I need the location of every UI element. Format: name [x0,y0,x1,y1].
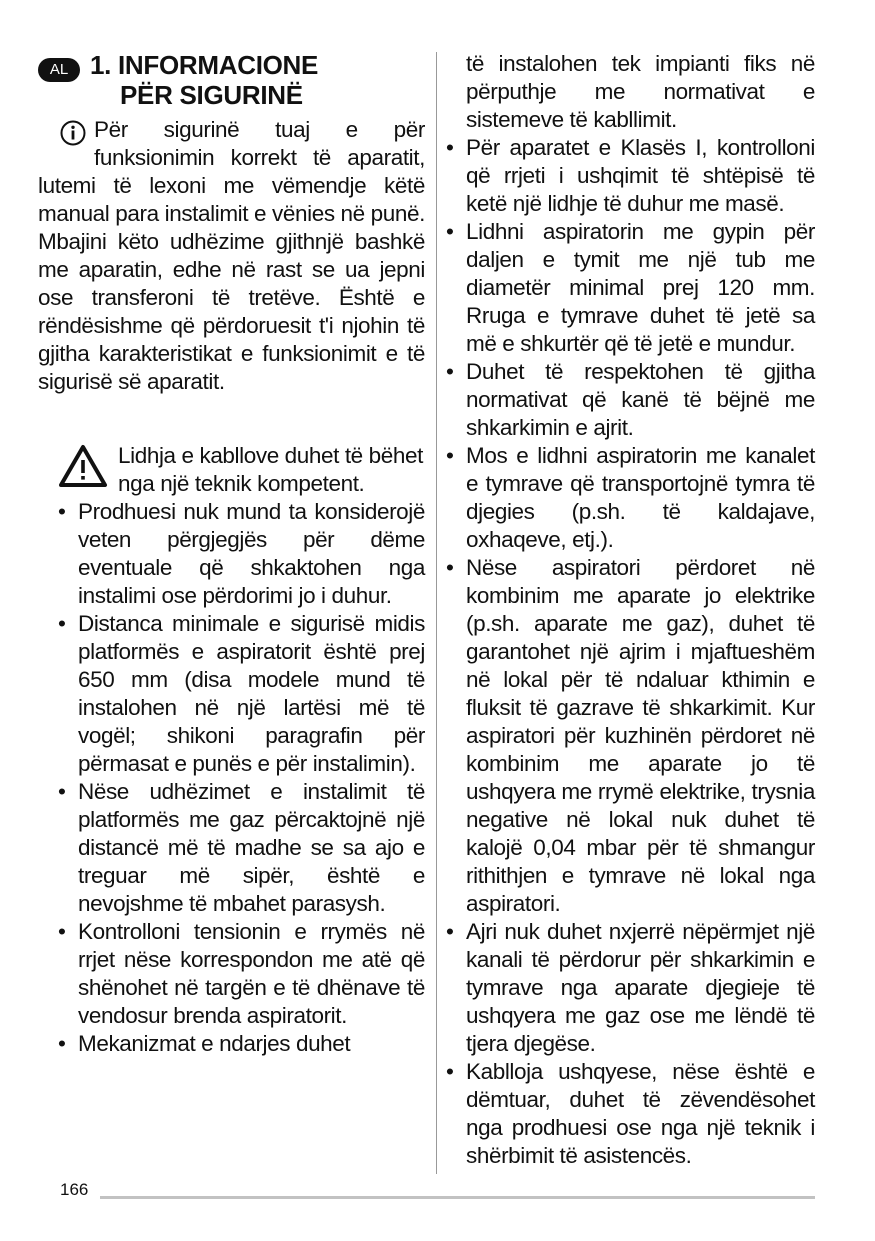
continued-text: të instalohen tek impianti fiks në përputhje me normativat e sistemeve të kabllimit. [466,51,815,132]
list-item: • Lidhni aspiratorin me gypin për daljen e tymit me një tub me diametër minimal prej 120 mm. Rruga e tymrave duhet të jetë sa më e shkurtër që të jetë e mundur. [446,218,815,358]
right-column [446,50,815,1170]
list-item: • Për aparatet e Klasës I, kontrolloni që rrjeti i ushqimit të shtëpisë të ketë një lidhje të duhur me masë. [446,134,815,218]
list-item: • Nëse aspiratori përdoret në kombinim me aparate jo elektrike (p.sh. aparate me gaz), duhet të garantohet një ajrim i mjaftueshëm në lokal për të ndaluar kthimin e fluksit të gazrave të shkarkimit. Kur aspiratori për kuzhinën përdoret në kombinim me aparate jo të ushqyera me rrymë elektrike, trysnia negative në lokal nuk duhet të kalojë 0,04 mbar për të shmangur rithithjen e tymrave në lokal nga aspiratori. [446,554,815,918]
intro-text: Për sigurinë tuaj e për funksionimin korrekt të aparatit, lutemi të lexoni me vëmendje këtë manual para instalimit e vënies në punë. Mbajini këto udhëzime gjithnjë bashkë me aparatin, edhe në rast se ua jepni ose transferoni të tretëve. Është e rëndësishme që përdoruesit t'i njohin të gjitha karakteristikat e funksionimit e të sigurisë së aparatit. [38,117,425,394]
section-title [90,50,425,110]
left-bullet-list [38,498,425,1058]
list-item: • Mos e lidhni aspiratorin me kanalet e tymrave që transportojnë tymra të djegies (p.sh. të kaldajave, oxhaqeve, etj.). [446,442,815,554]
list-item: • Kontrolloni tensionin e rrymës në rrjet nëse korrespondon me atë që shënohet në targën e të dhënave të vendosur brenda aspiratorit. [38,918,425,1030]
title-line-1: 1. INFORMACIONE [90,50,319,80]
list-item: • Ajri nuk duhet nxjerrë nëpërmjet një kanali të përdorur për shkarkimin e tymrave nga aparate djegieje të ushqyera me gaz ose me lëndë të tjera djegëse. [446,918,815,1058]
footer-rule [100,1196,815,1199]
list-item: • Distanca minimale e sigurisë midis platformës e aspiratorit është prej 650 mm (disa modele mund të instalohen në një lartësi më të vogël; shikoni paragrafin për përmasat e punës e për instalimin). [38,610,425,778]
language-badge: AL [38,58,80,82]
page-number: 166 [60,1180,89,1199]
list-item: • Prodhuesi nuk mund ta konsiderojë veten përgjegjës për dëme eventuale që shkaktohen nga instalimi ose përdorimi jo i duhur. [38,498,425,610]
intro-block [38,116,425,396]
warning-text: Lidhja e kabllove duhet të bëhet nga një teknik kompetent. [118,443,423,496]
list-item: • Kablloja ushqyese, nëse është e dëmtuar, duhet të zëvendësohet nga prodhuesi ose nga një teknik i shërbimit të asistencës. [446,1058,815,1170]
right-bullet-list [446,134,815,1170]
info-icon [60,120,86,146]
list-item: • Duhet të respektohen të gjitha normativat që kanë të bëjnë me shkarkimin e ajrit. [446,358,815,442]
title-line-2: PËR SIGURINË [120,80,303,110]
column-divider [436,52,437,1174]
left-column [38,50,425,1058]
warning-triangle-icon [58,444,108,488]
list-item: • Nëse udhëzimet e instalimit të platformës me gaz përcaktojnë një distancë më të madhe se sa ajo e treguar më sipër, është e nevojshme të mbahet parasysh. [38,778,425,918]
section-header [38,50,425,110]
warning-block [38,442,425,498]
list-item: • Mekanizmat e ndarjes duhet [38,1030,425,1058]
